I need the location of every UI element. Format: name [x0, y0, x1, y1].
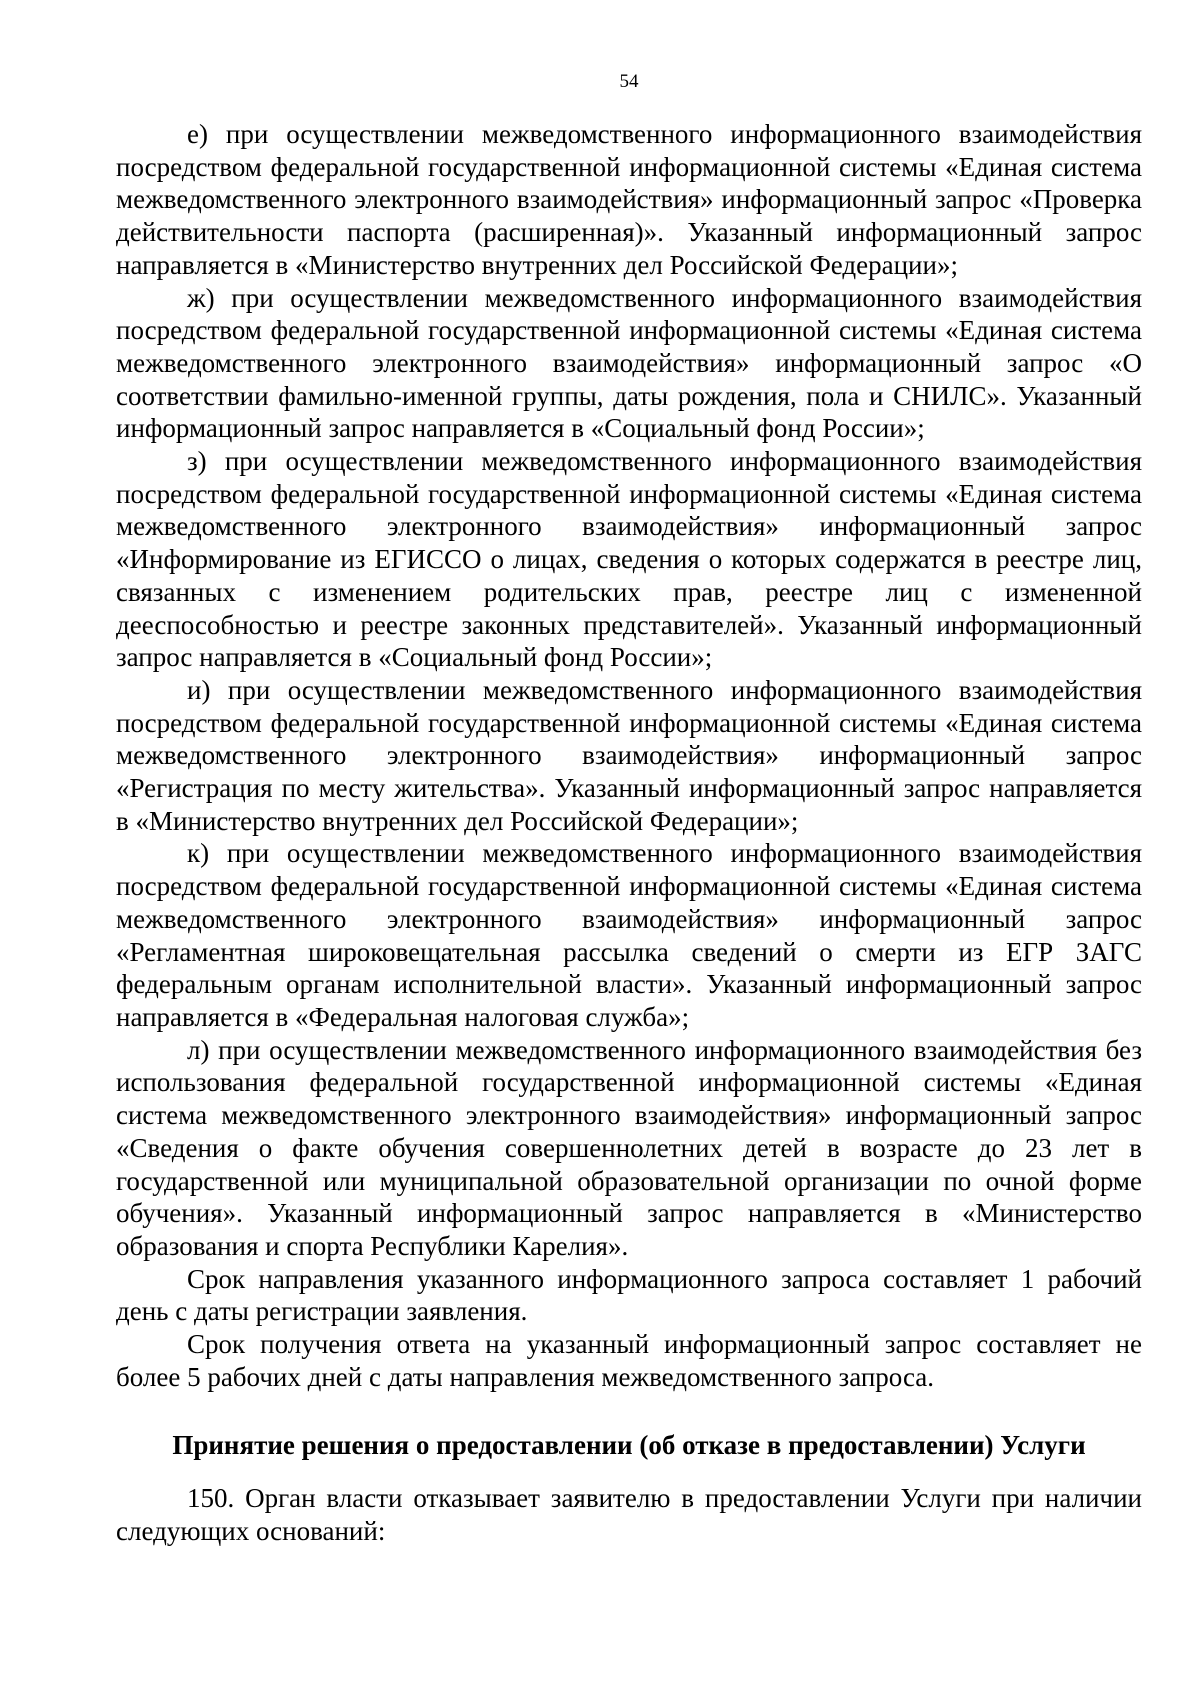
- page-number: 54: [619, 71, 639, 92]
- paragraph-l: л) при осуществлении межведомственного информационного взаимодействия без использования федеральной государственной информационной системы «Единая система межведомственного электронного взаимодействия» информационный запрос «Сведения о факте обучения совершеннолетних детей в возрасте до 23 лет в государственной или муниципальной образовательной организации по очной форме обучения». Указанный информационный запрос направляется в «Министерство образования и спорта Республики Карелия».: [116, 1034, 1142, 1261]
- paragraph-response-deadline: Срок получения ответа на указанный информационный запрос составляет не более 5 рабочих дней с даты направления межведомственного запроса.: [116, 1329, 1142, 1392]
- paragraph-150: 150. Орган власти отказывает заявителю в предоставлении Услуги при наличии следующих оснований:: [116, 1483, 1142, 1546]
- paragraph-zh: ж) при осуществлении межведомственного информационного взаимодействия посредством федеральной государственной информационной системы «Единая система межведомственного электронного взаимодействия» информационный запрос «О соответствии фамильно-именной группы, даты рождения, пола и СНИЛС». Указанный информационный запрос направляется в «Социальный фонд России»;: [116, 282, 1142, 444]
- paragraph-k: к) при осуществлении межведомственного информационного взаимодействия посредством федеральной государственной информационной системы «Единая система межведомственного электронного взаимодействия» информационный запрос «Регламентная широковещательная рассылка сведений о смерти из ЕГР ЗАГС федеральным органам исполнительной власти». Указанный информационный запрос направляется в «Федеральная налоговая служба»;: [116, 838, 1142, 1032]
- paragraph-e: е) при осуществлении межведомственного информационного взаимодействия посредством федеральной государственной информационной системы «Единая система межведомственного электронного взаимодействия» информационный запрос «Проверка действительности паспорта (расширенная)». Указанный информационный запрос направляется в «Министерство внутренних дел Российской Федерации»;: [116, 119, 1142, 280]
- section-heading: Принятие решения о предоставлении (об отказе в предоставлении) Услуги: [172, 1430, 1086, 1461]
- document-body: [116, 118, 1142, 1548]
- paragraph-i: и) при осуществлении межведомственного информационного взаимодействия посредством федеральной государственной информационной системы «Единая система межведомственного электронного взаимодействия» информационный запрос «Регистрация по месту жительства». Указанный информационный запрос направляется в «Министерство внутренних дел Российской Федерации»;: [116, 674, 1142, 836]
- paragraph-z: з) при осуществлении межведомственного информационного взаимодействия посредством федеральной государственной информационной системы «Единая система межведомственного электронного взаимодействия» информационный запрос «Информирование из ЕГИССО о лицах, сведения о которых содержатся в реестре лиц, связанных с изменением родительских прав, реестре лиц с измененной дееспособностью и реестре законных представителей». Указанный информационный запрос направляется в «Социальный фонд России»;: [116, 446, 1142, 673]
- paragraph-request-deadline: Срок направления указанного информационного запроса составляет 1 рабочий день с даты регистрации заявления.: [116, 1263, 1142, 1327]
